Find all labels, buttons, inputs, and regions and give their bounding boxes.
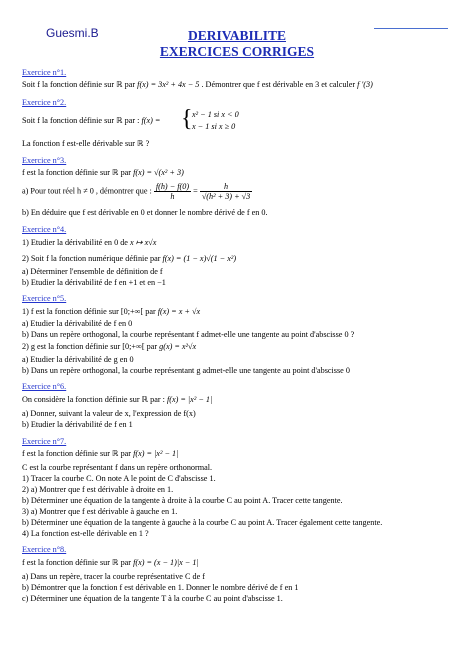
ex5-line1-text: 1) f est la fonction définie sur <box>22 307 119 316</box>
ex5-line-3: b) Dans un repère orthogonal, la courbe représentant f admet-elle une tangente au point d'abscisse 0 ? <box>22 330 355 339</box>
ex8-line1-text: f est la fonction définie sur ℝ par <box>22 558 132 567</box>
ex8-line1-formula: f(x) = (x − 1)|x − 1| <box>133 558 199 567</box>
ex3-line-1 <box>22 168 184 178</box>
exercise-5-heading[interactable]: Exercice n°5. <box>22 294 67 303</box>
ex3-frac1-num: f(h) − f(0) <box>155 182 190 191</box>
ex7-line-2: C est la courbe représentant f dans un repère orthonormal. <box>22 463 213 472</box>
ex8-line-2: a) Dans un repère, tracer la courbe représentative C de f <box>22 572 205 581</box>
ex4-line-2 <box>22 254 236 264</box>
ex1-formula: f(x) = 3x² + 4x − 5 <box>137 80 200 89</box>
exercise-7-heading[interactable]: Exercice n°7. <box>22 437 67 446</box>
exercise-2-heading[interactable]: Exercice n°2. <box>22 98 67 107</box>
ex5-line4-par: par <box>146 342 158 351</box>
ex4-line-1 <box>22 238 156 248</box>
ex7-line-6: 3) a) Montrer que f est dérivable à gauche en 1. <box>22 507 178 516</box>
ex7-line-1 <box>22 449 178 459</box>
ex5-line4-text: 2) g est la fonction définie sur <box>22 342 121 351</box>
document-subtitle: EXERCICES CORRIGES <box>159 44 315 59</box>
ex5-line4-interval: [0;+∞[ <box>122 342 145 351</box>
ex4-line1-text: 1) Etudier la dérivabilité en 0 de <box>22 238 128 247</box>
ex3-frac2-num: h <box>200 182 252 192</box>
ex4-line1-formula: x ↦ x√x <box>130 238 157 247</box>
ex2-fx: f(x) = <box>141 116 161 125</box>
document-title: DERIVABILITE <box>187 28 287 43</box>
ex4-line2-text: 2) Soit f la fonction numérique définie par <box>22 254 161 263</box>
exercise-6-heading[interactable]: Exercice n°6. <box>22 382 67 391</box>
exercise-1-statement <box>22 80 373 90</box>
ex3-line-2 <box>22 182 252 201</box>
ex3-line1-formula: f(x) = √(x² + 3) <box>133 168 184 177</box>
exercise-8-heading[interactable]: Exercice n°8. <box>22 545 67 554</box>
ex5-line4-formula: g(x) = x²√x <box>159 342 197 351</box>
ex7-line-4: 2) a) Montrer que f est dérivable à droite en 1. <box>22 485 174 494</box>
ex3-line2-text: a) Pour tout réel h ≠ 0 , démontrer que : <box>22 186 152 196</box>
exercise-4-heading[interactable]: Exercice n°4. <box>22 225 67 234</box>
ex7-line-7: b) Déterminer une équation de la tangente à gauche à la courbe C au point A. Tracer également cette tangente. <box>22 518 383 527</box>
ex3-line-3: b) En déduire que f est dérivable en 0 et donner le nombre dérivé de f en 0. <box>22 208 268 217</box>
ex5-line-6: b) Dans un repère orthogonal, la courbe représentant g admet-elle une tangente au point d'abscisse 0 <box>22 366 350 375</box>
ex4-line-3: a) Déterminer l'ensemble de définition de f <box>22 267 163 276</box>
ex6-line-1 <box>22 395 212 405</box>
ex8-line-3: b) Démontrer que la fonction f est dérivable en 1. Donner le nombre dérivé de f en 1 <box>22 583 299 592</box>
ex2-question: La fonction f est-elle dérivable sur ℝ ? <box>22 139 150 148</box>
ex6-line1-text: On considère la fonction définie sur ℝ par : <box>22 395 165 404</box>
exercise-1-heading[interactable]: Exercice n°1. <box>22 68 67 77</box>
ex6-line-2: a) Donner, suivant la valeur de x, l'expression de f(x) <box>22 409 196 418</box>
ex5-line-2: a) Etudier la dérivabilité de f en 0 <box>22 319 133 328</box>
ex7-line1-text: f est la fonction définie sur ℝ par <box>22 449 132 458</box>
exercise-2-statement <box>22 116 160 126</box>
ex8-line-4: c) Déterminer une équation de la tangente T à la courbe C au point d'abscisse 1. <box>22 594 283 603</box>
ex3-frac2-den: √(h² + 3) + √3 <box>201 192 251 201</box>
ex6-line-3: b) Etudier la dérivabilité de f en 1 <box>22 420 133 429</box>
left-brace: { <box>181 106 193 132</box>
ex3-fraction-right <box>200 182 252 201</box>
ex3-line1-text: f est la fonction définie sur ℝ par <box>22 168 132 177</box>
ex1-text2: . Démontrer que f est dérivable en 3 et calculer <box>201 80 356 89</box>
ex2-text: Soit f la fonction définie sur ℝ par : <box>22 116 140 125</box>
ex7-line-3: 1) Tracer la courbe C. On note A le point de C d'abscisse 1. <box>22 474 216 483</box>
ex5-line-4 <box>22 342 196 352</box>
ex3-frac1-den: h <box>170 192 175 201</box>
ex4-line-4: b) Etudier la dérivabilité de f en +1 et en −1 <box>22 278 166 287</box>
ex1-text: Soit f la fonction définie sur ℝ par <box>22 80 136 89</box>
ex7-line1-formula: f(x) = |x² − 1| <box>133 449 179 458</box>
ex2-case-1: x² − 1 si x < 0 <box>192 110 239 119</box>
ex3-equals: = <box>193 186 198 196</box>
ex5-line1-par: par <box>145 307 156 316</box>
ex3-fraction-left <box>154 182 191 201</box>
author-name: Guesmi.B <box>46 26 99 40</box>
exercise-3-heading[interactable]: Exercice n°3. <box>22 156 67 165</box>
ex5-line-5: a) Etudier la dérivabilité de g en 0 <box>22 355 134 364</box>
ex7-line-8: 4) La fonction est-elle dérivable en 1 ? <box>22 529 149 538</box>
ex7-line-5: b) Déterminer une équation de la tangente à droite à la courbe C au point A. Tracer cette tangente. <box>22 496 343 505</box>
ex8-line-1 <box>22 558 199 568</box>
ex5-line1-formula: f(x) = x + √x <box>157 307 201 316</box>
ex1-value: f ′(3) <box>357 80 373 89</box>
ex4-line2-formula: f(x) = (1 − x)√(1 − x²) <box>162 254 237 263</box>
ex5-line-1 <box>22 307 200 317</box>
ex2-case-2: x − 1 si x ≥ 0 <box>192 122 236 131</box>
ex6-line1-formula: f(x) = |x² − 1| <box>166 395 213 404</box>
ex5-line1-interval: [0;+∞[ <box>120 307 144 316</box>
